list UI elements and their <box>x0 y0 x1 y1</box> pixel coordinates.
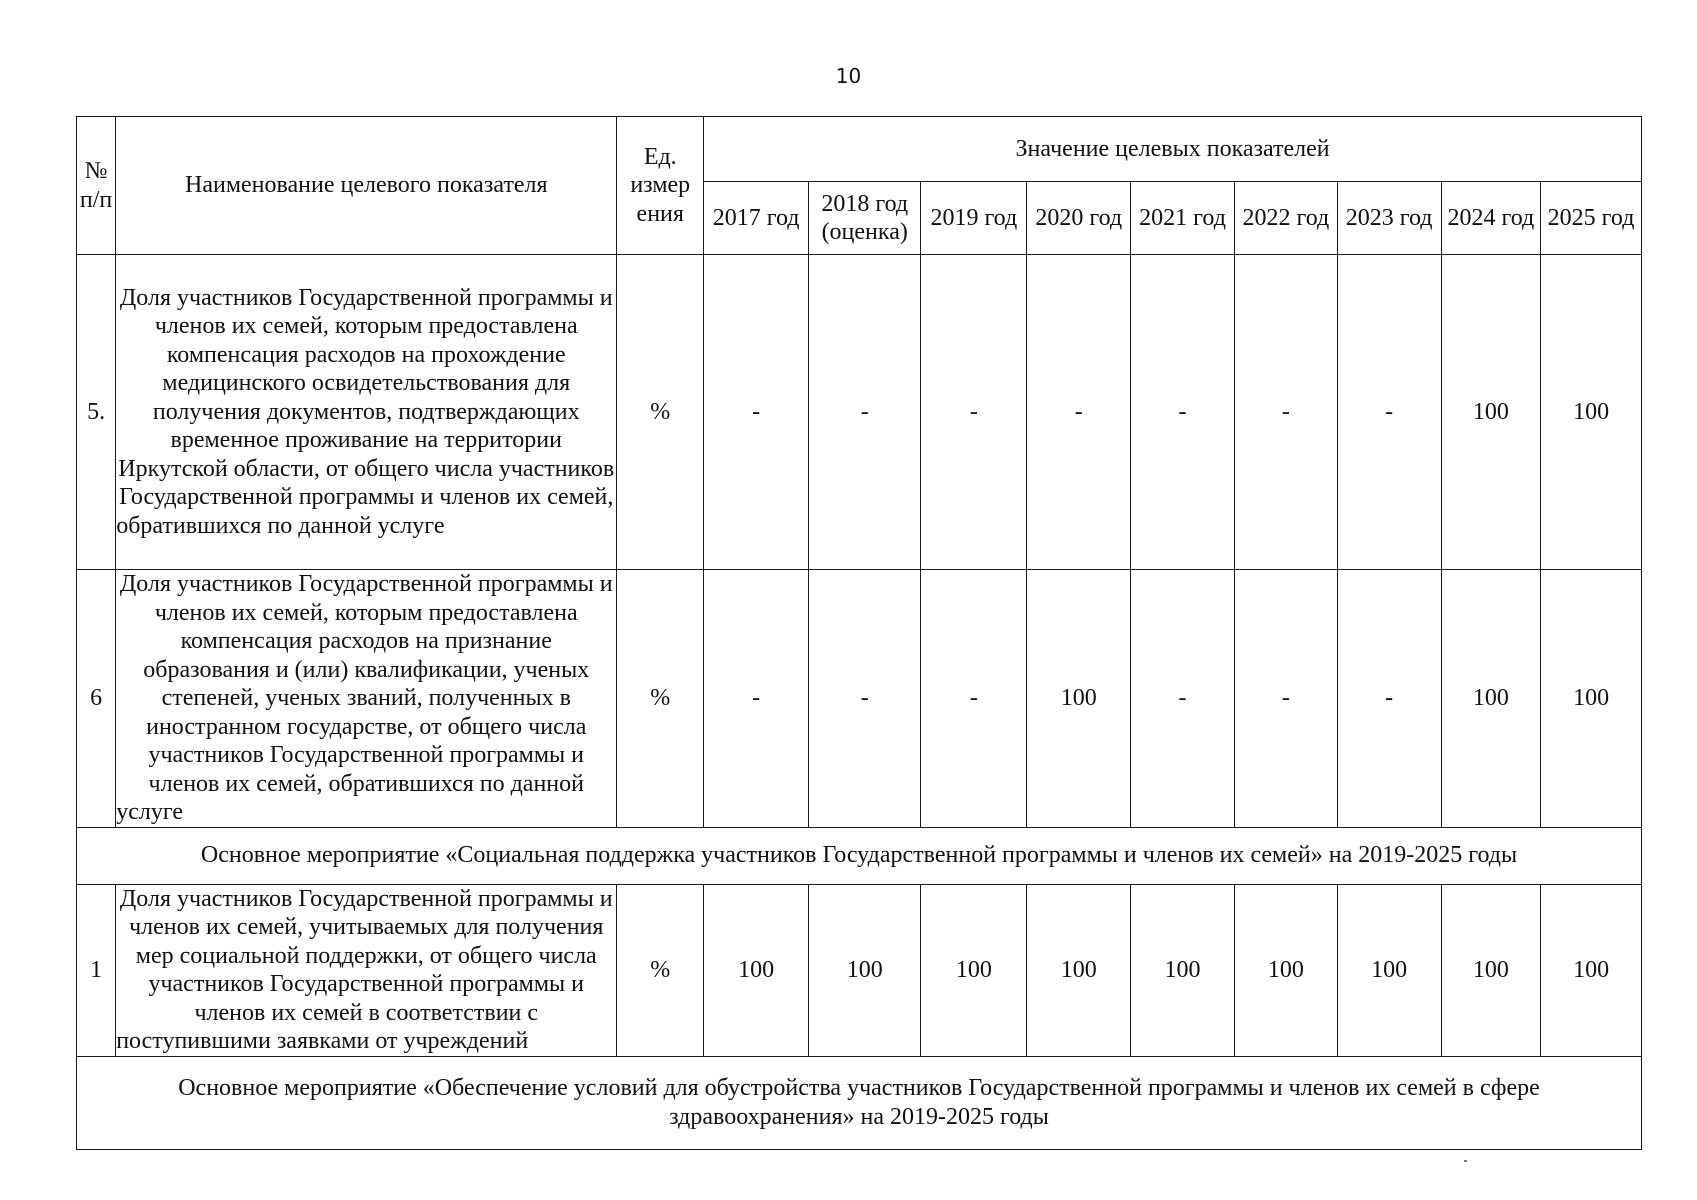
header-unit: Ед. измер ения <box>617 117 704 255</box>
target-indicators-table <box>76 116 1642 1150</box>
header-year: 2018 год (оценка) <box>809 182 921 255</box>
section-title: Основное мероприятие «Обеспечение условий для обустройства участников Государственной программы и членов их семей в сфере здравоохранения» на 2019-2025 годы <box>77 1056 1642 1149</box>
section-row <box>77 827 1642 884</box>
header-year: 2023 год <box>1337 182 1441 255</box>
value-cell: 100 <box>1131 884 1235 1056</box>
unit-cell: % <box>617 255 704 570</box>
header-year: 2020 год <box>1027 182 1131 255</box>
unit-cell: % <box>617 884 704 1056</box>
header-year: 2021 год <box>1131 182 1235 255</box>
value-cell: - <box>1131 255 1235 570</box>
table-row <box>77 255 1642 570</box>
table-row <box>77 570 1642 828</box>
indicator-name: Доля участников Государственной программы и членов их семей, которым предоставлена компенсация расходов на прохождение медицинского освидетельствования для получения документов, подтверждающих временное проживание на территории Иркутской области, от общего числа участников Государственной программы и членов их семей, обратившихся по данной услуге <box>116 255 617 570</box>
value-cell: - <box>1234 255 1337 570</box>
row-number: 6 <box>77 570 116 828</box>
value-cell: - <box>704 255 809 570</box>
value-cell: 100 <box>921 884 1027 1056</box>
value-cell: 100 <box>1541 570 1642 828</box>
value-cell: 100 <box>1337 884 1441 1056</box>
value-cell: - <box>1027 255 1131 570</box>
scan-speck <box>1464 1160 1467 1162</box>
header-indicator-name: Наименование целевого показателя <box>116 117 617 255</box>
value-cell: - <box>1337 255 1441 570</box>
value-cell: 100 <box>1541 255 1642 570</box>
value-cell: - <box>809 255 921 570</box>
value-cell: 100 <box>704 884 809 1056</box>
value-cell: 100 <box>1027 884 1131 1056</box>
table-row <box>77 884 1642 1056</box>
value-cell: 100 <box>1027 570 1131 828</box>
header-number: № п/п <box>77 117 116 255</box>
header-year: 2019 год <box>921 182 1027 255</box>
header-year: 2024 год <box>1441 182 1541 255</box>
header-target-values: Значение целевых показателей <box>704 117 1642 182</box>
header-year: 2025 год <box>1541 182 1642 255</box>
row-number: 5. <box>77 255 116 570</box>
value-cell: 100 <box>1441 570 1541 828</box>
page-number: 10 <box>835 64 862 88</box>
value-cell: - <box>1131 570 1235 828</box>
section-title: Основное мероприятие «Социальная поддержка участников Государственной программы и членов их семей» на 2019-2025 годы <box>77 827 1642 884</box>
row-number: 1 <box>77 884 116 1056</box>
table-header <box>77 117 1642 255</box>
value-cell: - <box>1337 570 1441 828</box>
unit-cell: % <box>617 570 704 828</box>
section-row <box>77 1056 1642 1149</box>
indicator-name: Доля участников Государственной программы и членов их семей, которым предоставлена компенсация расходов на признание образования и (или) квалификации, ученых степеней, ученых званий, полученных в иностранном государстве, от общего числа участников Государственной программы и членов их семей, обратившихся по данной услуге <box>116 570 617 828</box>
value-cell: - <box>921 255 1027 570</box>
header-year: 2022 год <box>1234 182 1337 255</box>
value-cell: 100 <box>1234 884 1337 1056</box>
indicator-name: Доля участников Государственной программы и членов их семей, учитываемых для получения мер социальной поддержки, от общего числа участников Государственной программы и членов их семей в соответствии с поступившими заявками от учреждений <box>116 884 617 1056</box>
value-cell: - <box>1234 570 1337 828</box>
value-cell: - <box>809 570 921 828</box>
value-cell: 100 <box>1441 884 1541 1056</box>
value-cell: 100 <box>809 884 921 1056</box>
value-cell: - <box>921 570 1027 828</box>
value-cell: - <box>704 570 809 828</box>
value-cell: 100 <box>1441 255 1541 570</box>
header-year: 2017 год <box>704 182 809 255</box>
value-cell: 100 <box>1541 884 1642 1056</box>
